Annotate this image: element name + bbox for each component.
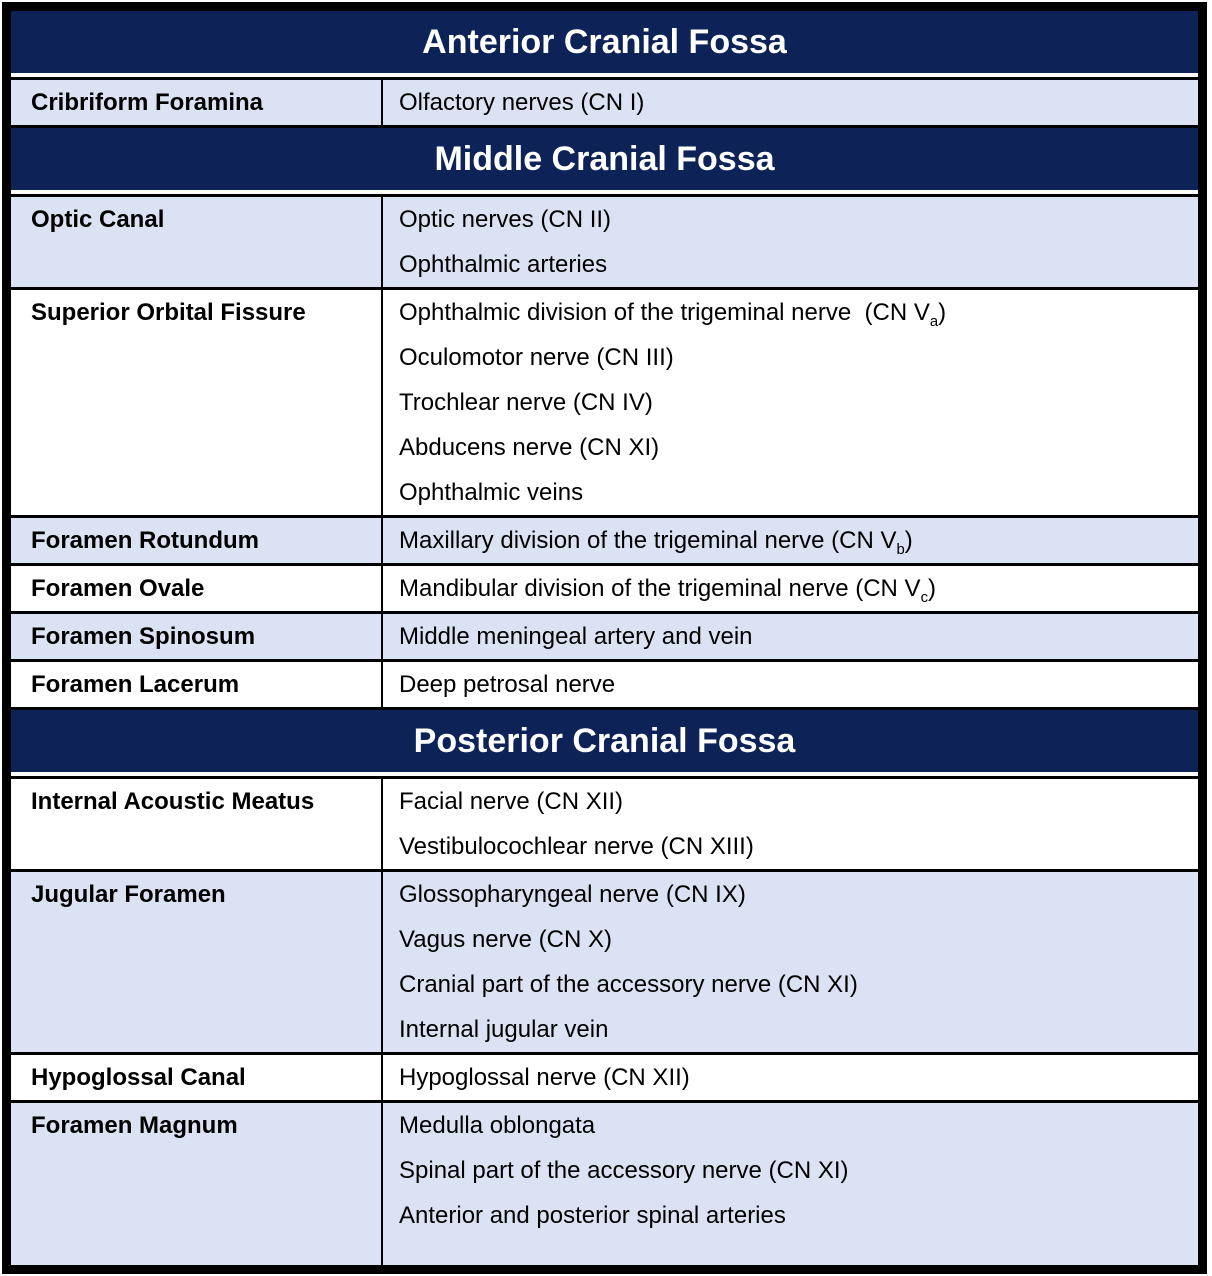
foramen-name-cell: Cribriform Foramina [11,80,383,125]
section-header: Posterior Cranial Fossa [11,707,1198,776]
content-line: Middle meningeal artery and vein [399,623,753,650]
content-line: Cranial part of the accessory nerve (CN XI) [399,971,858,998]
content-line: Vagus nerve (CN X) [399,926,612,953]
content-line: Internal jugular vein [399,1016,609,1043]
subscript: b [896,541,905,558]
contents-cell [383,872,1198,1052]
contents-cell [383,662,1198,707]
content-line: Olfactory nerves (CN I) [399,89,645,116]
content-line: Hypoglossal nerve (CN XII) [399,1064,690,1091]
content-line: Optic nerves (CN II) [399,206,612,233]
content-line: Ophthalmic arteries [399,251,608,278]
foramen-name-cell: Foramen Rotundum [11,518,383,563]
table-row [11,1100,1198,1274]
table-row [11,287,1198,515]
contents-cell [383,614,1198,659]
table-row [11,515,1198,563]
table-row [11,1052,1198,1100]
content-line: Deep petrosal nerve [399,671,616,698]
content-line: Trochlear nerve (CN IV) [399,389,653,416]
foramen-name-cell: Foramen Ovale [11,566,383,611]
contents-cell [383,1103,1198,1274]
contents-cell [383,1055,1198,1100]
table-row [11,611,1198,659]
cranial-fossa-table [2,2,1207,1274]
section-header: Anterior Cranial Fossa [11,11,1198,77]
contents-cell [383,518,1198,563]
content-line: Abducens nerve (CN XI) [399,434,660,461]
contents-cell [383,290,1198,515]
content-line: Glossopharyngeal nerve (CN IX) [399,881,746,908]
content-line: Vestibulocochlear nerve (CN XIII) [399,833,754,860]
foramen-name-cell: Superior Orbital Fissure [11,290,383,515]
foramen-name-cell: Jugular Foramen [11,872,383,1052]
table-row [11,776,1198,869]
foramen-name-cell: Optic Canal [11,197,383,287]
content-line: Mandibular division of the trigeminal nerve (CN $V_c$) [399,575,937,606]
table-row [11,869,1198,1052]
subscript: a [929,313,939,330]
blank-line [399,1246,1188,1274]
foramen-name-cell: Foramen Spinosum [11,614,383,659]
contents-cell [383,779,1198,869]
content-line: Facial nerve (CN XII) [399,788,624,815]
table-row [11,77,1198,125]
contents-cell [383,566,1198,611]
contents-cell [383,197,1198,287]
foramen-name-cell: Foramen Lacerum [11,662,383,707]
content-line: Ophthalmic division of the trigeminal nerve (CN $V_a$) [399,299,947,330]
foramen-name-cell: Internal Acoustic Meatus [11,779,383,869]
foramen-name-cell: Foramen Magnum [11,1103,383,1274]
content-line: Ophthalmic veins [399,479,584,506]
subscript: c [920,589,929,606]
content-line: Medulla oblongata [399,1112,596,1139]
content-line: Anterior and posterior spinal arteries [399,1202,786,1229]
content-line: Spinal part of the accessory nerve (CN XI) [399,1157,849,1184]
table-row [11,659,1198,707]
table-row [11,194,1198,287]
table-row [11,563,1198,611]
content-line: Oculomotor nerve (CN III) [399,344,674,371]
content-line: Maxillary division of the trigeminal nerve (CN $V_b$) [399,527,913,558]
section-header: Middle Cranial Fossa [11,125,1198,194]
foramen-name-cell: Hypoglossal Canal [11,1055,383,1100]
contents-cell [383,80,1198,125]
